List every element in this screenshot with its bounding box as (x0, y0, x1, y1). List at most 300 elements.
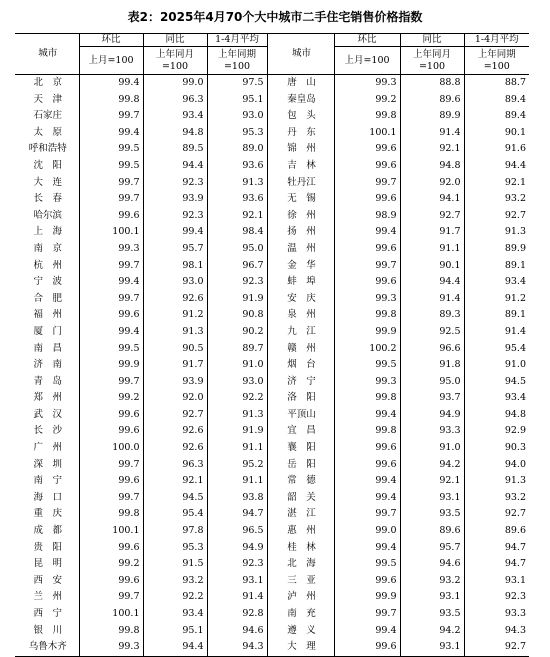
left-yoy-cell: 99.4 (143, 224, 207, 241)
right-avg-cell: 91.2 (464, 291, 529, 308)
right-yoy-cell: 93.1 (400, 490, 464, 507)
left-mom-cell: 99.7 (79, 175, 143, 192)
right-avg-cell: 92.1 (464, 175, 529, 192)
left-mom-cell: 99.4 (79, 125, 143, 142)
left-avg-cell: 92.3 (207, 274, 267, 291)
right-city-cell: 桂 林 (267, 540, 334, 557)
left-avg-cell: 91.3 (207, 407, 267, 424)
left-avg-cell: 91.9 (207, 291, 267, 308)
right-yoy-cell: 94.1 (400, 191, 464, 208)
right-mom-cell: 99.8 (334, 390, 400, 407)
table-row (15, 191, 529, 208)
left-mom-cell: 99.4 (79, 75, 143, 92)
yoy-base-line2: =100 (418, 60, 446, 72)
left-yoy-cell: 92.2 (143, 589, 207, 606)
left-avg-cell: 91.9 (207, 423, 267, 440)
left-mom-cell: 99.7 (79, 191, 143, 208)
right-mom-cell: 98.9 (334, 208, 400, 225)
table-row (15, 573, 529, 590)
table-row (15, 307, 529, 324)
left-yoy-cell: 94.5 (143, 490, 207, 507)
table-row (15, 158, 529, 175)
left-mom-cell: 99.7 (79, 374, 143, 391)
left-mom-cell: 99.8 (79, 623, 143, 640)
left-city-cell: 长 春 (33, 193, 62, 205)
right-mom-cell: 100.2 (334, 341, 400, 358)
right-avg-cell: 90.1 (464, 125, 529, 142)
table-row (15, 258, 529, 275)
right-avg-cell: 90.3 (464, 440, 529, 457)
table-row (15, 374, 529, 391)
right-avg-cell: 93.3 (464, 606, 529, 623)
yoy-base-line2: =100 (161, 60, 189, 72)
table-row (15, 523, 529, 540)
right-city-cell: 徐 州 (267, 208, 334, 225)
left-yoy-cell: 93.4 (143, 606, 207, 623)
left-city-cell: 南 昌 (33, 342, 62, 354)
left-city-cell: 兰 州 (33, 591, 62, 603)
right-avg-cell: 89.1 (464, 258, 529, 275)
left-yoy-cell: 91.5 (143, 556, 207, 573)
left-avg-cell: 93.6 (207, 158, 267, 175)
left-yoy-cell: 93.0 (143, 274, 207, 291)
left-avg-cell: 94.9 (207, 540, 267, 557)
left-avg-cell: 91.0 (207, 357, 267, 374)
left-mom-cell: 99.6 (79, 208, 143, 225)
right-mom-cell: 99.4 (334, 490, 400, 507)
right-mom-cell: 99.6 (334, 440, 400, 457)
right-yoy-cell: 94.6 (400, 556, 464, 573)
right-mom-cell: 99.6 (334, 573, 400, 590)
right-yoy-cell: 94.9 (400, 407, 464, 424)
right-mom-cell: 99.6 (334, 141, 400, 158)
left-avg-cell: 95.0 (207, 241, 267, 258)
header-avg-right: 1-4月平均 (464, 34, 529, 47)
left-avg-cell: 93.6 (207, 191, 267, 208)
left-avg-cell: 91.1 (207, 473, 267, 490)
table-row (15, 457, 529, 474)
left-yoy-cell: 92.3 (143, 175, 207, 192)
left-city-cell: 福 州 (33, 309, 62, 321)
table-row (15, 125, 529, 142)
header-avg-left: 1-4月平均 (207, 34, 267, 47)
left-avg-cell: 92.3 (207, 556, 267, 573)
left-yoy-cell: 99.0 (143, 75, 207, 92)
left-city-cell: 合 肥 (33, 292, 62, 304)
table-row (15, 274, 529, 291)
right-mom-cell: 99.6 (334, 158, 400, 175)
left-yoy-cell: 95.4 (143, 506, 207, 523)
left-city-cell: 银 川 (33, 624, 62, 636)
right-mom-cell: 99.7 (334, 606, 400, 623)
table-row (15, 623, 529, 640)
left-city-cell: 深 圳 (33, 458, 62, 470)
left-avg-cell: 92.2 (207, 390, 267, 407)
left-city-cell: 哈尔滨 (33, 209, 62, 221)
left-city-cell: 昆 明 (33, 558, 62, 570)
right-avg-cell: 93.4 (464, 274, 529, 291)
right-avg-cell: 94.0 (464, 457, 529, 474)
right-city-cell: 常 德 (267, 473, 334, 490)
header-yoy-base-left (143, 47, 207, 75)
table-row (15, 175, 529, 192)
left-city-cell: 沈 阳 (33, 159, 62, 171)
header-mom-base-right (334, 47, 400, 75)
right-avg-cell: 92.9 (464, 423, 529, 440)
left-yoy-cell: 92.6 (143, 440, 207, 457)
left-city-cell: 呼和浩特 (28, 143, 67, 155)
right-city-cell: 锦 州 (267, 141, 334, 158)
right-mom-cell: 99.6 (334, 457, 400, 474)
right-avg-cell: 91.4 (464, 324, 529, 341)
price-index-table (15, 33, 529, 657)
right-city-cell: 三 亚 (267, 573, 334, 590)
left-yoy-cell: 91.7 (143, 357, 207, 374)
left-avg-cell: 91.3 (207, 175, 267, 192)
table-row (15, 639, 529, 656)
right-avg-cell: 89.4 (464, 108, 529, 125)
right-avg-cell: 94.8 (464, 407, 529, 424)
left-city-cell: 长 沙 (33, 425, 62, 437)
right-yoy-cell: 89.3 (400, 307, 464, 324)
right-yoy-cell: 91.8 (400, 357, 464, 374)
left-city-cell: 成 都 (33, 525, 62, 537)
table-title: 表2：2025年4月70个大中城市二手住宅销售价格指数 (127, 10, 423, 24)
right-city-cell: 湛 江 (267, 506, 334, 523)
right-mom-cell: 99.4 (334, 224, 400, 241)
left-city-cell: 厦 门 (33, 325, 62, 337)
header-yoy-left: 同比 (143, 34, 207, 47)
right-mom-cell: 99.9 (334, 324, 400, 341)
left-mom-cell: 99.6 (79, 423, 143, 440)
left-city-cell: 杭 州 (33, 259, 62, 271)
right-city-cell: 蚌 埠 (267, 274, 334, 291)
right-city-cell: 岳 阳 (267, 457, 334, 474)
left-avg-cell: 94.7 (207, 506, 267, 523)
right-yoy-cell: 89.6 (400, 92, 464, 109)
right-mom-cell: 99.6 (334, 241, 400, 258)
left-avg-cell: 95.1 (207, 92, 267, 109)
right-city-cell: 安 庆 (267, 291, 334, 308)
left-avg-cell: 97.5 (207, 75, 267, 92)
right-city-cell: 丹 东 (267, 125, 334, 142)
right-mom-cell: 99.4 (334, 407, 400, 424)
right-yoy-cell: 91.1 (400, 241, 464, 258)
left-city-cell: 郑 州 (33, 392, 62, 404)
right-city-cell: 赣 州 (267, 341, 334, 358)
right-yoy-cell: 88.8 (400, 75, 464, 92)
left-mom-cell: 99.7 (79, 258, 143, 275)
header-avg-base-left (207, 47, 267, 75)
right-mom-cell: 99.7 (334, 258, 400, 275)
right-mom-cell: 99.3 (334, 291, 400, 308)
right-avg-cell: 89.4 (464, 92, 529, 109)
table-row (15, 606, 529, 623)
right-avg-cell: 92.7 (464, 639, 529, 656)
right-yoy-cell: 91.7 (400, 224, 464, 241)
table-row (15, 224, 529, 241)
left-city-cell: 广 州 (33, 442, 62, 454)
left-city-cell: 太 原 (33, 126, 62, 138)
right-city-cell: 包 头 (267, 108, 334, 125)
left-city-cell: 天 津 (33, 93, 62, 105)
avg-base-line1: 上年同期 (477, 48, 516, 60)
table-row (15, 241, 529, 258)
right-city-cell: 扬 州 (267, 224, 334, 241)
left-yoy-cell: 91.2 (143, 307, 207, 324)
left-city-cell: 南 宁 (33, 475, 62, 487)
table-row (15, 407, 529, 424)
right-city-cell: 宜 昌 (267, 423, 334, 440)
right-city-cell: 济 宁 (267, 374, 334, 391)
right-mom-cell: 99.7 (334, 506, 400, 523)
right-yoy-cell: 93.5 (400, 606, 464, 623)
right-yoy-cell: 92.7 (400, 208, 464, 225)
left-avg-cell: 91.4 (207, 589, 267, 606)
right-city-cell: 大 理 (267, 639, 334, 656)
right-city-cell: 北 海 (267, 556, 334, 573)
left-city-cell: 济 南 (33, 359, 62, 371)
header-city-left: 城市 (15, 34, 79, 75)
right-mom-cell: 99.4 (334, 623, 400, 640)
left-mom-cell: 99.4 (79, 324, 143, 341)
left-mom-cell: 99.2 (79, 390, 143, 407)
table-row (15, 341, 529, 358)
right-mom-cell: 99.4 (334, 473, 400, 490)
yoy-base-line1: 上年同月 (155, 48, 194, 60)
right-mom-cell: 99.8 (334, 423, 400, 440)
left-yoy-cell: 97.8 (143, 523, 207, 540)
right-yoy-cell: 92.1 (400, 473, 464, 490)
right-mom-cell: 99.2 (334, 92, 400, 109)
left-avg-cell: 93.8 (207, 490, 267, 507)
left-avg-cell: 94.6 (207, 623, 267, 640)
left-yoy-cell: 98.1 (143, 258, 207, 275)
mom-base-label: 上月=100 (344, 54, 390, 66)
left-city-cell: 西 宁 (33, 608, 62, 619)
header-mom-left: 环比 (79, 34, 143, 47)
left-yoy-cell: 96.3 (143, 457, 207, 474)
right-mom-cell: 99.5 (334, 357, 400, 374)
left-avg-cell: 92.1 (207, 208, 267, 225)
right-mom-cell: 100.1 (334, 125, 400, 142)
left-avg-cell: 94.3 (207, 639, 267, 656)
right-yoy-cell: 89.6 (400, 523, 464, 540)
right-yoy-cell: 90.1 (400, 258, 464, 275)
right-mom-cell: 99.9 (334, 589, 400, 606)
left-yoy-cell: 92.6 (143, 423, 207, 440)
right-avg-cell: 91.3 (464, 473, 529, 490)
header-city-right: 城市 (267, 34, 334, 75)
right-yoy-cell: 93.1 (400, 639, 464, 656)
table-row (15, 506, 529, 523)
right-yoy-cell: 94.8 (400, 158, 464, 175)
right-yoy-cell: 95.7 (400, 540, 464, 557)
left-yoy-cell: 93.4 (143, 108, 207, 125)
left-mom-cell: 99.6 (79, 573, 143, 590)
left-city-cell: 南 京 (33, 242, 62, 254)
right-avg-cell: 92.7 (464, 506, 529, 523)
left-mom-cell: 99.4 (79, 274, 143, 291)
right-yoy-cell: 91.4 (400, 291, 464, 308)
right-avg-cell: 93.4 (464, 390, 529, 407)
left-yoy-cell: 93.9 (143, 191, 207, 208)
right-mom-cell: 99.0 (334, 523, 400, 540)
left-mom-cell: 100.1 (79, 606, 143, 623)
left-city-cell: 宁 波 (33, 276, 62, 288)
right-yoy-cell: 93.1 (400, 589, 464, 606)
right-yoy-cell: 92.0 (400, 175, 464, 192)
right-city-cell: 泸 州 (267, 589, 334, 606)
right-city-cell: 吉 林 (267, 158, 334, 175)
right-city-cell: 惠 州 (267, 523, 334, 540)
right-yoy-cell: 93.2 (400, 573, 464, 590)
table-row (15, 473, 529, 490)
left-mom-cell: 99.5 (79, 158, 143, 175)
right-city-cell: 遵 义 (267, 623, 334, 640)
table-row (15, 141, 529, 158)
right-city-cell: 泉 州 (267, 307, 334, 324)
left-mom-cell: 99.7 (79, 291, 143, 308)
right-city-cell: 金 华 (267, 258, 334, 275)
table-row (15, 390, 529, 407)
left-mom-cell: 99.6 (79, 540, 143, 557)
left-avg-cell: 95.2 (207, 457, 267, 474)
right-city-cell: 洛 阳 (267, 390, 334, 407)
right-avg-cell: 94.7 (464, 540, 529, 557)
right-mom-cell: 99.8 (334, 307, 400, 324)
left-mom-cell: 100.1 (79, 224, 143, 241)
mom-base-label: 上月=100 (88, 54, 134, 66)
left-yoy-cell: 93.2 (143, 573, 207, 590)
table-row (15, 490, 529, 507)
right-avg-cell: 93.1 (464, 573, 529, 590)
left-yoy-cell: 92.7 (143, 407, 207, 424)
left-avg-cell: 93.1 (207, 573, 267, 590)
right-city-cell: 牡丹江 (267, 175, 334, 192)
left-avg-cell: 92.8 (207, 606, 267, 623)
left-city-cell: 贵 阳 (33, 541, 62, 553)
table-row (15, 440, 529, 457)
left-city-cell: 北 京 (33, 77, 62, 88)
left-city-cell: 重 庆 (33, 508, 62, 520)
right-mom-cell: 99.3 (334, 75, 400, 92)
left-city-cell: 上 海 (33, 226, 62, 238)
left-avg-cell: 91.1 (207, 440, 267, 457)
right-city-cell: 秦皇岛 (267, 92, 334, 109)
right-yoy-cell: 92.1 (400, 141, 464, 158)
header-mom-right: 环比 (334, 34, 400, 47)
right-yoy-cell: 89.9 (400, 108, 464, 125)
right-yoy-cell: 93.7 (400, 390, 464, 407)
right-yoy-cell: 93.5 (400, 506, 464, 523)
left-yoy-cell: 92.0 (143, 390, 207, 407)
left-yoy-cell: 91.3 (143, 324, 207, 341)
right-avg-cell: 94.3 (464, 623, 529, 640)
left-yoy-cell: 90.5 (143, 341, 207, 358)
right-yoy-cell: 92.5 (400, 324, 464, 341)
left-mom-cell: 99.5 (79, 141, 143, 158)
left-mom-cell: 99.6 (79, 307, 143, 324)
left-mom-cell: 99.6 (79, 473, 143, 490)
left-avg-cell: 90.2 (207, 324, 267, 341)
right-city-cell: 韶 关 (267, 490, 334, 507)
left-city-cell: 乌鲁木齐 (15, 639, 79, 656)
left-yoy-cell: 96.3 (143, 92, 207, 109)
table-row (15, 291, 529, 308)
right-yoy-cell: 96.6 (400, 341, 464, 358)
right-mom-cell: 99.5 (334, 556, 400, 573)
right-avg-cell: 95.4 (464, 341, 529, 358)
left-avg-cell: 93.0 (207, 374, 267, 391)
right-city-cell: 南 充 (267, 606, 334, 623)
right-avg-cell: 91.3 (464, 224, 529, 241)
left-yoy-cell: 94.4 (143, 639, 207, 656)
left-city-cell: 青 岛 (33, 375, 62, 387)
right-city-cell: 烟 台 (267, 357, 334, 374)
right-city-cell: 无 锡 (267, 191, 334, 208)
left-yoy-cell: 94.4 (143, 158, 207, 175)
right-city-cell: 温 州 (267, 241, 334, 258)
left-yoy-cell: 94.8 (143, 125, 207, 142)
right-avg-cell: 94.5 (464, 374, 529, 391)
left-yoy-cell: 92.3 (143, 208, 207, 225)
avg-base-line2: =100 (483, 60, 510, 72)
right-avg-cell: 89.6 (464, 523, 529, 540)
right-avg-cell: 94.4 (464, 158, 529, 175)
table-row (15, 208, 529, 225)
left-mom-cell: 100.0 (79, 440, 143, 457)
header-yoy-base-right (400, 47, 464, 75)
left-avg-cell: 90.8 (207, 307, 267, 324)
right-mom-cell: 99.6 (334, 274, 400, 291)
left-mom-cell: 99.8 (79, 506, 143, 523)
left-mom-cell: 99.5 (79, 341, 143, 358)
left-city-cell: 西 安 (33, 574, 62, 586)
left-yoy-cell: 95.7 (143, 241, 207, 258)
left-yoy-cell: 89.5 (143, 141, 207, 158)
left-city-cell: 海 口 (33, 491, 62, 503)
table-row (15, 556, 529, 573)
left-avg-cell: 89.0 (207, 141, 267, 158)
right-yoy-cell: 94.2 (400, 623, 464, 640)
left-mom-cell: 99.7 (79, 108, 143, 125)
right-mom-cell: 99.4 (334, 540, 400, 557)
left-mom-cell: 100.1 (79, 523, 143, 540)
left-avg-cell: 95.3 (207, 125, 267, 142)
left-mom-cell: 99.3 (79, 639, 143, 656)
left-avg-cell: 93.0 (207, 108, 267, 125)
left-mom-cell: 99.7 (79, 490, 143, 507)
left-avg-cell: 98.4 (207, 224, 267, 241)
right-yoy-cell: 91.0 (400, 440, 464, 457)
left-yoy-cell: 95.3 (143, 540, 207, 557)
left-mom-cell: 99.8 (79, 92, 143, 109)
left-city-cell: 武 汉 (33, 408, 62, 420)
right-avg-cell: 93.2 (464, 191, 529, 208)
left-avg-cell: 96.7 (207, 258, 267, 275)
table-row (15, 75, 529, 92)
right-city-cell: 九 江 (267, 324, 334, 341)
left-mom-cell: 99.7 (79, 457, 143, 474)
right-yoy-cell: 95.0 (400, 374, 464, 391)
right-city-cell: 唐 山 (267, 75, 334, 92)
table-row (15, 324, 529, 341)
table-row (15, 589, 529, 606)
right-avg-cell: 88.7 (464, 75, 529, 92)
right-avg-cell: 91.0 (464, 357, 529, 374)
table-row (15, 92, 529, 109)
